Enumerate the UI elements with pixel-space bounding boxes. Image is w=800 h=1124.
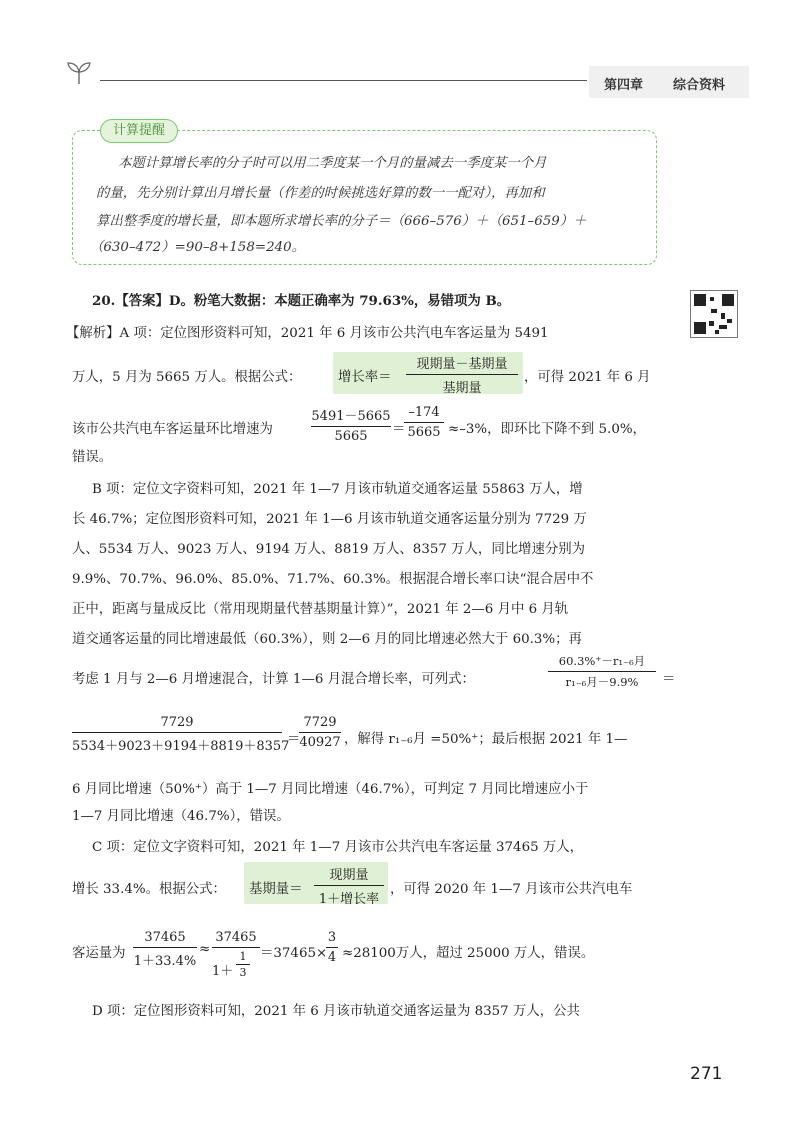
c-nested-num: 1 — [239, 950, 247, 963]
q20-b-line-5: 正中，距离与量成反比（常用现期量代替基期量计算）”，2021 年 2—6 月中 6 月轨 — [72, 602, 569, 617]
q20-answer: 20.【答案】D。粉笔大数据：本题正确率为 79.63%，易错项为 B。 — [92, 293, 511, 309]
q20-c-line-2-pre: 增长 33.4%。根据公式： — [72, 882, 226, 897]
q20-a-line-3-pre: 该市公共汽电车客运量环比增速为 — [72, 422, 273, 437]
b-fraction-2 — [299, 715, 341, 750]
a-equals: ＝ — [392, 422, 406, 437]
base-formula-num: 现期量 — [329, 868, 369, 883]
calc-tip-tag: 计算提醒 — [100, 119, 178, 143]
tip-line-1: 本题计算增长率的分子时可以用二季度某一个月的量减去一季度某一个月 — [118, 156, 547, 171]
q20-c-line-3-post: ≈28100万人，超过 25000 万人，错误。 — [342, 946, 595, 961]
c-approx: ≈ — [199, 942, 211, 957]
q20-c-line-3-pre: 客运量为 — [72, 946, 126, 961]
b-fraction-2-den: 40927 — [299, 735, 341, 750]
tip-line-2: 的量，先分别计算出月增长量（作差的时候挑选好算的数一一配对），再加和 — [96, 186, 545, 201]
q20-a-line-2-pre: 万人，5 月为 5665 万人。根据公式： — [72, 370, 302, 385]
b-fraction-2-num: 7729 — [303, 715, 337, 730]
growth-formula-den: 基期量 — [442, 381, 482, 396]
c-fraction-1-num: 37465 — [144, 930, 186, 945]
growth-formula-fraction — [406, 353, 518, 396]
b-mix-equals: ＝ — [662, 672, 676, 687]
b-mix-fraction — [548, 653, 656, 690]
q20-c-line-1: C 项：定位文字资料可知，2021 年 1—7 月该市公共汽电车客运量 37465 万人， — [92, 840, 584, 855]
base-formula-fraction — [314, 864, 384, 907]
c-nested-fraction — [236, 950, 250, 979]
a-fraction-2-num: –174 — [408, 405, 440, 420]
a-fraction-1-den: 5665 — [334, 429, 368, 444]
q20-b-line-9: 6 月同比增速（50%⁺）高于 1—7 月同比增速（46.7%），可判定 7 月同比增速应小于 — [72, 782, 589, 797]
qr-code-icon — [690, 290, 738, 338]
q20-b-line-10: 1—7 月同比增速（46.7%），错误。 — [72, 809, 290, 824]
b-fraction — [72, 715, 290, 754]
a-fraction-1 — [311, 405, 391, 444]
c-fraction-2-num: 37465 — [215, 930, 257, 945]
growth-formula-left: 增长率＝ — [338, 370, 392, 385]
c-fraction-2-den-pre: 1＋ — [212, 964, 234, 979]
b-fraction-den: 5534＋9023＋9194＋8819＋8357 — [72, 739, 290, 754]
q20-b-line-6: 道交通客运量的同比增速最低（60.3%），则 2—6 月的同比增速必然大于 60.3%；再 — [72, 632, 582, 647]
c-mid: ＝37465× — [260, 946, 328, 961]
q20-a-line-2-post: ，可得 2021 年 6 月 — [524, 370, 651, 385]
page-number: 271 — [690, 1064, 723, 1084]
b-mix-den: r₁₋₆月－9.9% — [565, 675, 639, 689]
q20-b-line-3: 人、5534 万人、9023 万人、9194 万人、8819 万人、8357 万人，同比增速分别为 — [72, 542, 586, 557]
q20-a-line-3-post: ≈–3%，即环比下降不到 5.0%， — [448, 422, 646, 437]
tip-line-3: 算出整季度的增长量，即本题所求增长率的分子＝（666–576）＋（651–659）＋ — [96, 214, 587, 229]
q20-a-line-1: 【解析】A 项：定位图形资料可知，2021 年 6 月该市公共汽电车客运量为 5491 — [66, 326, 549, 341]
base-formula-left: 基期量＝ — [249, 882, 303, 897]
tip-line-4: （630–472）=90–8+158=240。 — [90, 240, 306, 255]
c-fraction-2-den — [212, 950, 260, 984]
q20-b-line-1: B 项：定位文字资料可知，2021 年 1—7 月该市轨道交通客运量 55863 万人，增 — [92, 482, 583, 497]
b-mix-num: 60.3%⁺－r₁₋₆月 — [558, 654, 646, 668]
c-fraction-3-num: 3 — [327, 930, 337, 945]
section-label: 综合资料 — [673, 78, 726, 93]
c-fraction-3-den: 4 — [327, 950, 337, 965]
a-fraction-1-num: 5491－5665 — [311, 409, 391, 424]
c-fraction-1 — [133, 930, 197, 969]
sprout-icon — [64, 60, 94, 86]
header-rule — [100, 80, 587, 81]
q20-b-line-4: 9.9%、70.7%、96.0%、85.0%、71.7%、60.3%。根据混合增长率口诀“混合居中不 — [72, 572, 594, 587]
b-fraction-num: 7729 — [160, 715, 194, 730]
c-fraction-2 — [212, 930, 260, 984]
a-fraction-2-den: 5665 — [407, 425, 441, 440]
base-formula-den: 1＋增长率 — [318, 892, 380, 907]
growth-formula-num: 现期量－基期量 — [416, 357, 508, 372]
q20-c-line-2-post: ，可得 2020 年 1—7 月该市公共汽电车 — [390, 882, 633, 897]
q20-a-line-4: 错误。 — [72, 450, 113, 465]
q20-d-line-1: D 项：定位图形资料可知，2021 年 6 月该市轨道交通客运量为 8357 万人，公共 — [92, 1004, 580, 1019]
chapter-label: 第四章 — [604, 78, 644, 93]
q20-b-line-7-pre: 考虑 1 月与 2—6 月增速混合，计算 1—6 月混合增长率，可列式： — [72, 672, 475, 687]
c-fraction-1-den: 1＋33.4% — [133, 954, 197, 969]
q20-b-line-8-post: ，解得 r₁₋₆月 =50%⁺；最后根据 2021 年 1— — [344, 732, 628, 747]
b-fraction-equals: ＝ — [287, 732, 301, 747]
c-fraction-3 — [326, 930, 338, 965]
a-fraction-2 — [404, 405, 444, 440]
c-nested-den: 3 — [239, 966, 247, 979]
q20-b-line-2: 长 46.7%；定位图形资料可知，2021 年 1—6 月该市轨道交通客运量分别为 7729 万 — [72, 512, 587, 527]
